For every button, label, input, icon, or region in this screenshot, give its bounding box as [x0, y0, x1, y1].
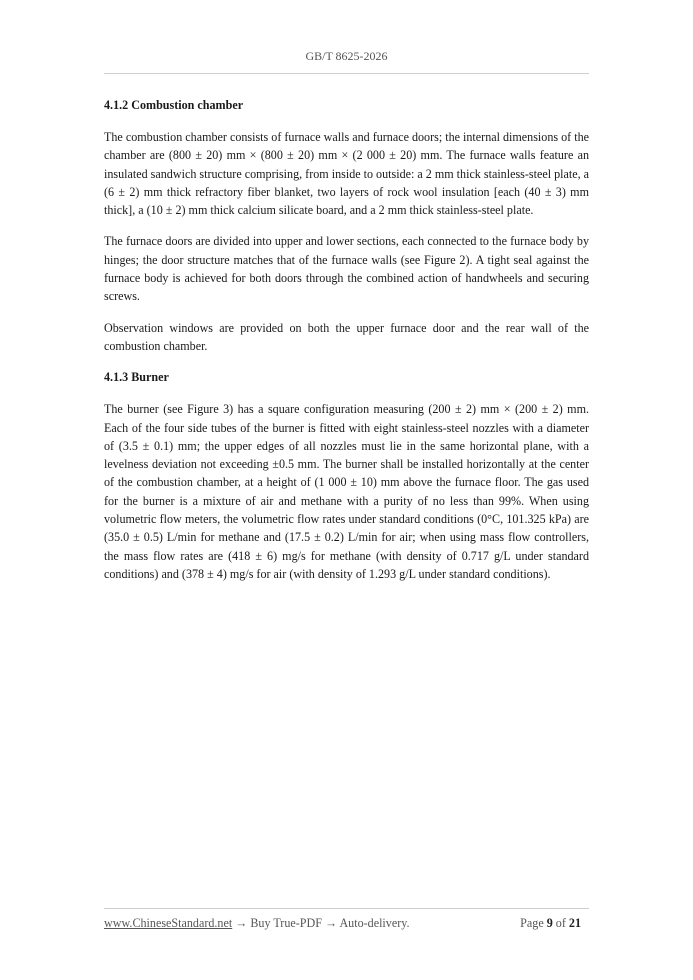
- paragraph-observation-windows: Observation windows are provided on both the upper furnace door and the rear wall of the combustion chamber.: [104, 320, 589, 353]
- paragraph-chamber-construction: The combustion chamber consists of furnace walls and furnace doors; the internal dimensions of the chamber are (800 ± 20) mm × (800 ± 20) mm × (2 000 ± 20) mm. The furnace walls feature an insulated sandwich structure comprising, from inside to outside: a 2 mm thick stainless-steel plate, a (6 ± 2) mm thick refractory fiber blanket, two layers of rock wool insulation [each (40 ± 3) mm thick], a (10 ± 2) mm thick calcium silicate board, and a 2 mm thick stainless-steel plate.: [104, 130, 589, 218]
- footer-divider: [104, 908, 589, 909]
- footer-promo: [104, 916, 410, 931]
- page-current: 9: [546, 916, 553, 930]
- paragraph-furnace-doors: The furnace doors are divided into upper and lower sections, each connected to the furnace body by hinges; the door structure matches that of the furnace walls (see Figure 2). A tight seal against the furnace body is achieved for both doors through the combined action of handwheels and securing screws.: [104, 234, 589, 304]
- paragraph-burner-spec: The burner (see Figure 3) has a square configuration measuring (200 ± 2) mm × (200 ± 2) mm. Each of the four side tubes of the burner is fitted with eight stainless-steel nozzles with a diameter of (3.5 ± 0.1) mm; the upper edges of all nozzles must lie in the same horizontal plane, with a levelness deviation not exceeding ±0.5 mm. The burner shall be installed horizontally at the center of the combustion chamber, at a height of (1 000 ± 10) mm above the furnace floor. The gas used for the burner is a mixture of air and methane with a purity of no less than 99%. When using volumetric flow meters, the volumetric flow rates under standard conditions (0°C, 101.325 kPa) are (35.0 ± 0.5) L/min for methane and (17.5 ± 0.2) L/min for air; when using mass flow controllers, the mass flow rates are (418 ± 6) mg/s for methane (with density of 0.717 g/L under standard conditions) and (378 ± 4) mg/s for air (with density of 1.293 g/L under standard conditions).: [104, 402, 589, 581]
- arrow-icon: →: [324, 916, 338, 930]
- website-link[interactable]: www.ChineseStandard.net: [104, 916, 233, 930]
- arrow-icon: →: [235, 916, 248, 930]
- section-heading-burner: 4.1.3 Burner: [104, 370, 169, 385]
- page-of-label: of: [555, 916, 566, 930]
- page-number: [520, 916, 581, 931]
- buy-true-pdf-link[interactable]: Buy True-PDF: [250, 916, 322, 930]
- auto-delivery-text: Auto-delivery.: [339, 916, 410, 930]
- page-label: Page: [520, 916, 544, 930]
- header-divider: [104, 73, 589, 74]
- section-heading-combustion-chamber: 4.1.2 Combustion chamber: [104, 98, 244, 112]
- page-header: GB/T 8625-2026: [305, 49, 388, 63]
- page-content: [104, 96, 589, 596]
- page-total: 21: [568, 916, 581, 930]
